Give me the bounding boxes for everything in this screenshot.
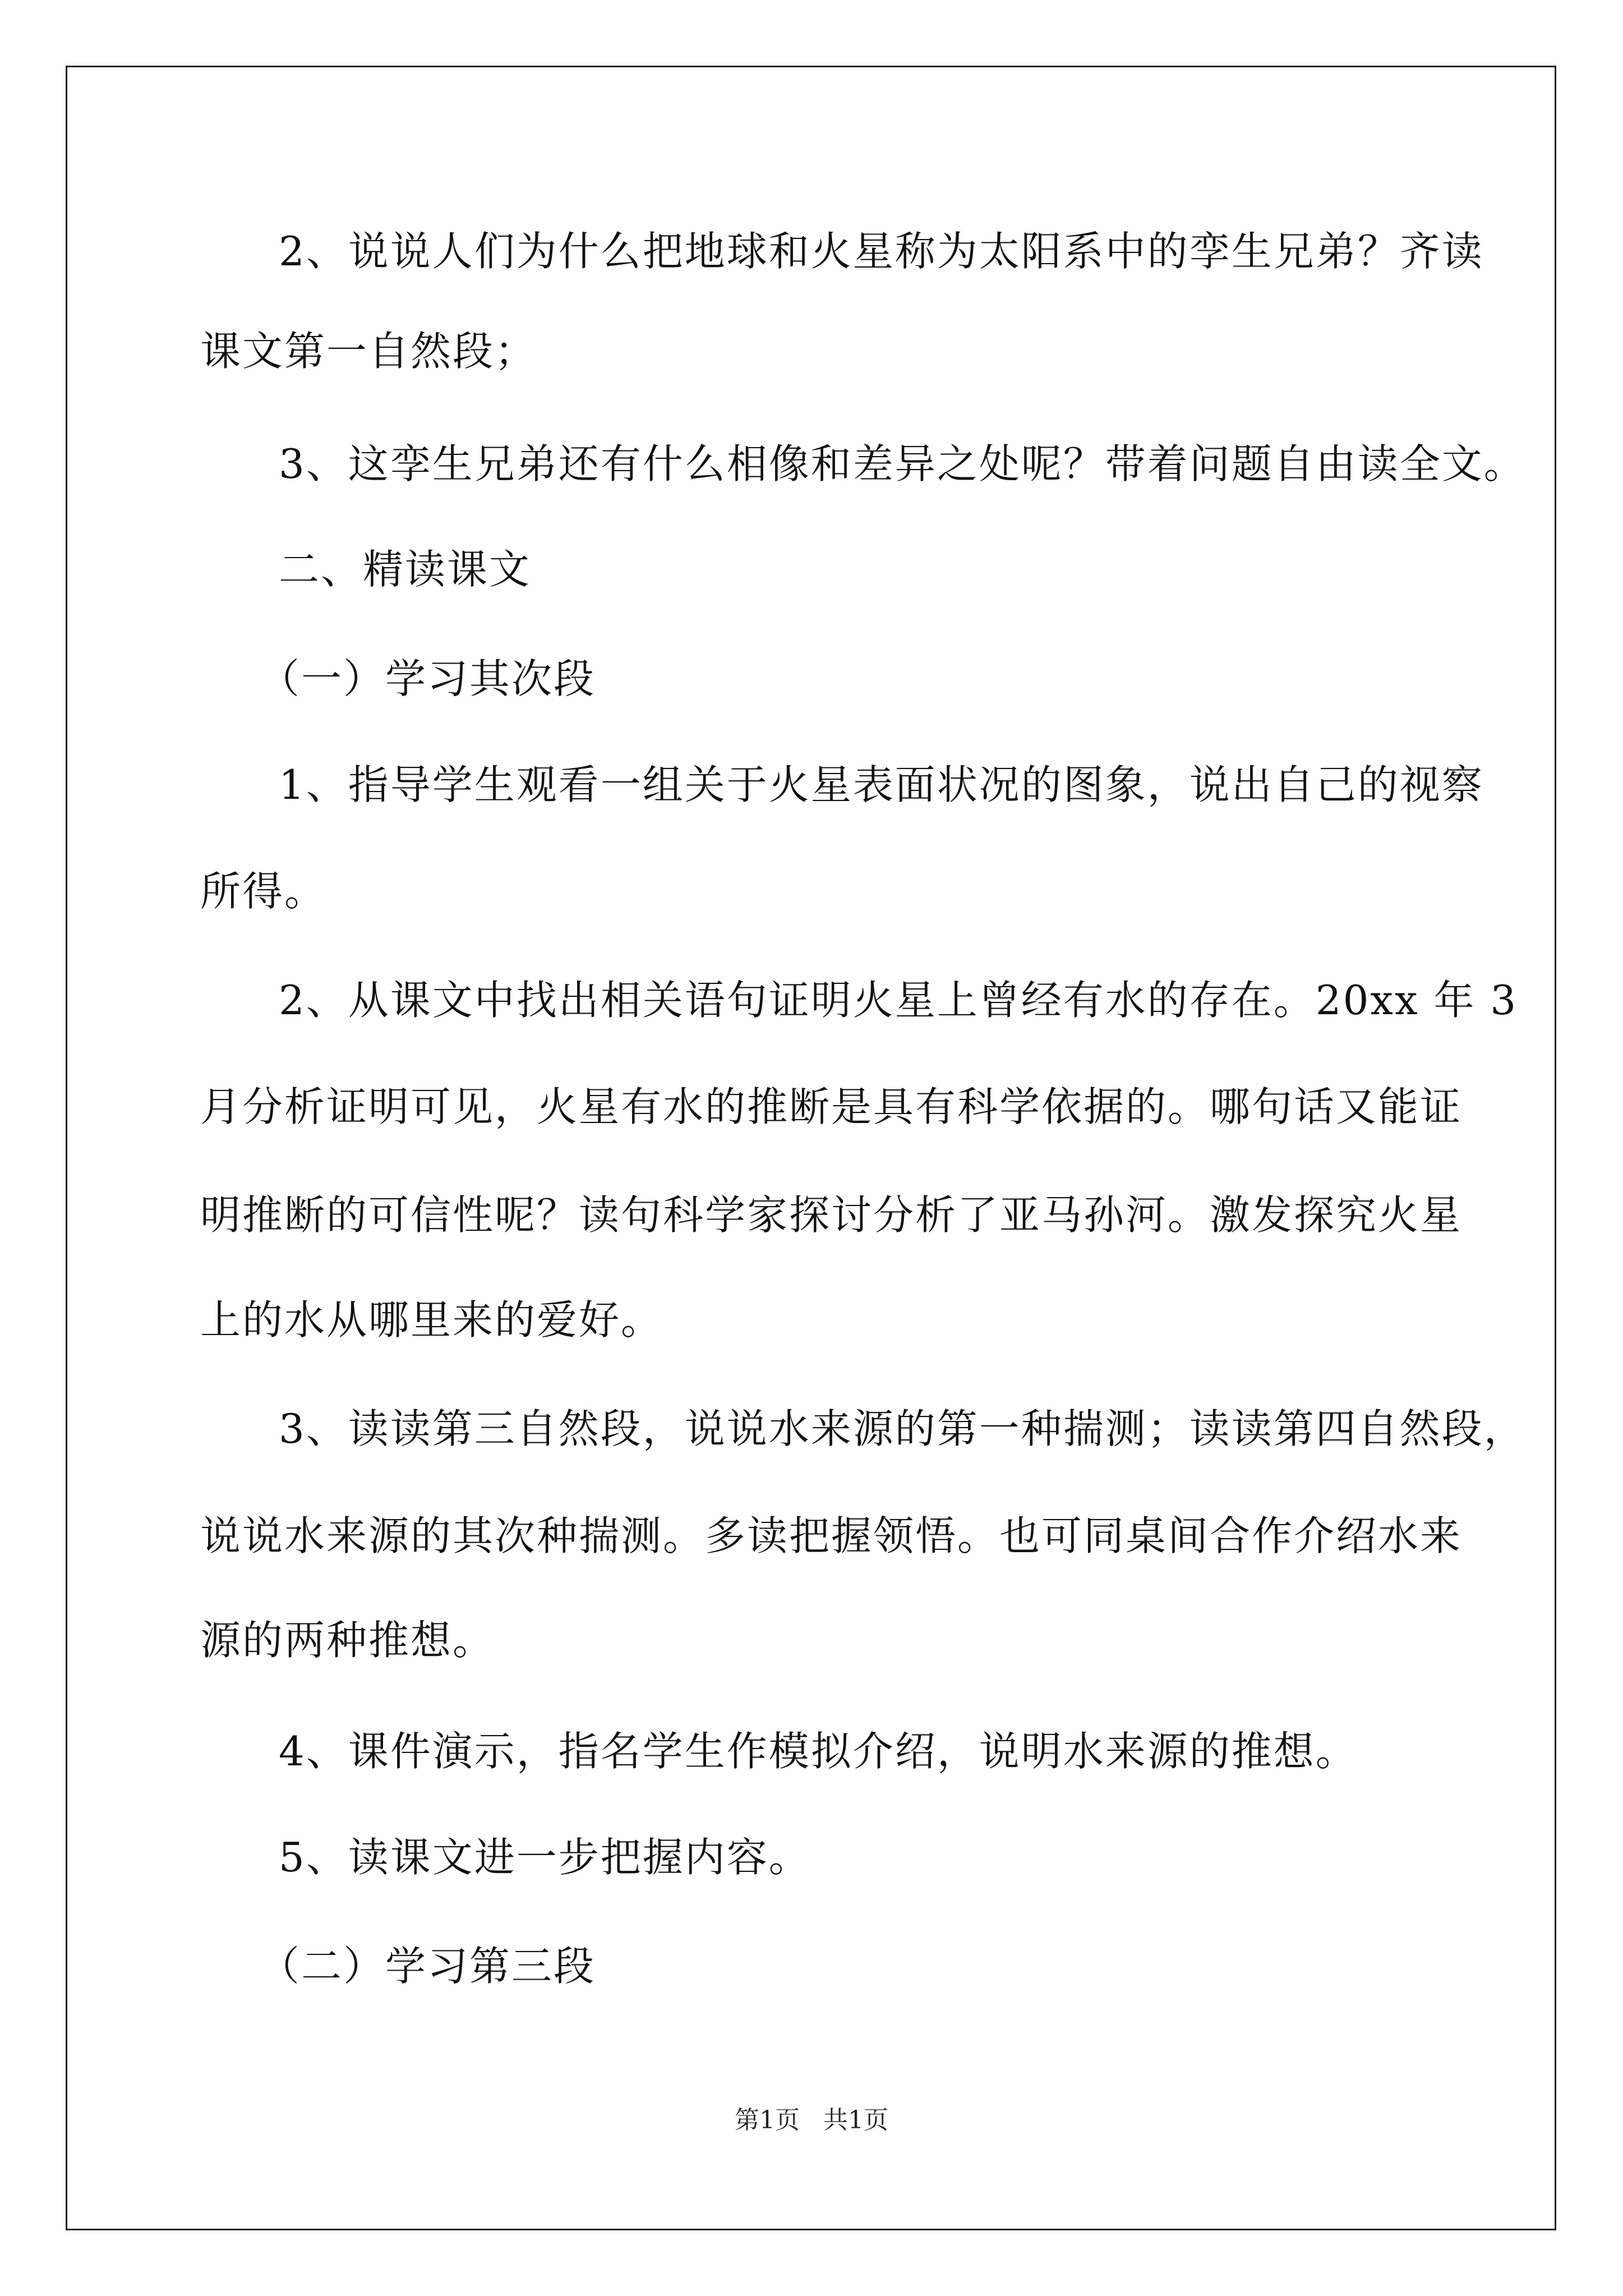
paragraph-line: 5、读课文进一步把握内容。 bbox=[279, 1834, 811, 1881]
paragraph-line: 所得。 bbox=[200, 868, 327, 915]
paragraph-line: 3、这孪生兄弟还有什么相像和差异之处呢？带着问题自由读全文。 bbox=[279, 440, 1526, 487]
paragraph-line: 2、从课文中找出相关语句证明火星上曾经有水的存在。20xx 年 3 bbox=[279, 977, 1518, 1024]
paragraph-line: 4、课件演示，指名学生作模拟介绍，说明水来源的推想。 bbox=[279, 1728, 1358, 1775]
subsection-heading: （一）学习其次段 bbox=[259, 655, 596, 702]
paragraph-line: 2、说说人们为什么把地球和火星称为太阳系中的孪生兄弟？齐读 bbox=[279, 228, 1484, 275]
paragraph-line: 1、指导学生观看一组关于火星表面状况的图象，说出自己的视察 bbox=[279, 761, 1484, 808]
subsection-heading: （二）学习第三段 bbox=[259, 1943, 596, 1990]
paragraph-line: 3、读读第三自然段，说说水来源的第一种揣测；读读第四自然段， bbox=[279, 1405, 1526, 1452]
page-border bbox=[66, 66, 1556, 2230]
section-heading: 二、精读课文 bbox=[279, 546, 532, 593]
paragraph-line: 明推断的可信性呢？读句科学家探讨分析了亚马孙河。激发探究火星 bbox=[200, 1191, 1463, 1239]
paragraph-line: 课文第一自然段； bbox=[200, 328, 537, 375]
page-footer: 第1页 共1页 bbox=[735, 2106, 888, 2134]
paragraph-line: 月分析证明可见，火星有水的推断是具有科学依据的。哪句话又能证 bbox=[200, 1083, 1463, 1130]
paragraph-line: 源的两种推想。 bbox=[200, 1617, 495, 1664]
paragraph-line: 说说水来源的其次种揣测。多读把握领悟。也可同桌间合作介绍水来 bbox=[200, 1512, 1463, 1559]
paragraph-line: 上的水从哪里来的爱好。 bbox=[200, 1296, 663, 1343]
